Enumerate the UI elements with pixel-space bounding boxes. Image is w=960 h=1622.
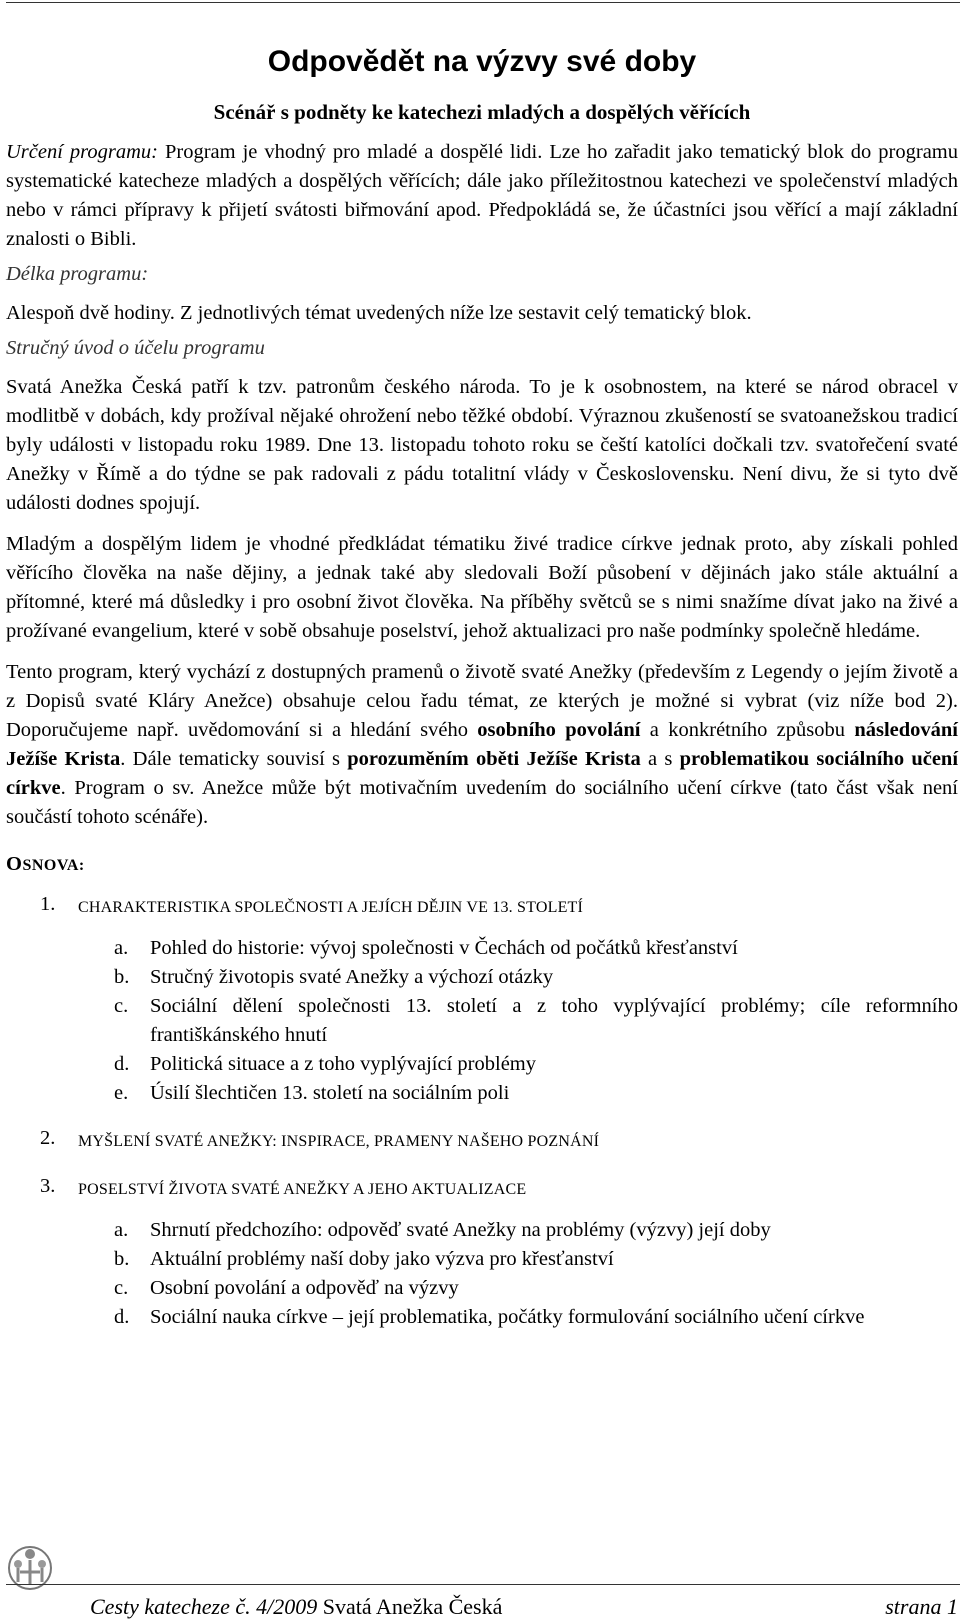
uvod-label: Stručný úvod o účelu programu xyxy=(6,337,265,359)
list-item xyxy=(114,963,958,992)
list-letter: c. xyxy=(114,1277,129,1299)
osnova-heading-first: O xyxy=(6,853,23,875)
list-item xyxy=(114,992,958,1050)
list-letter: e. xyxy=(114,1082,129,1104)
list-text: Pohled do historie: vývoj společnosti v Čechách od počátků křesťanství xyxy=(150,937,738,959)
outline-item-1 xyxy=(6,890,958,922)
outline-item-number: 3. xyxy=(40,1175,56,1197)
list-letter: d. xyxy=(114,1306,130,1328)
document-page xyxy=(6,0,958,1622)
document-body xyxy=(6,138,958,1332)
p3-bold-3: porozuměním oběti Ježíše Krista xyxy=(347,748,641,770)
outline-sublist-1 xyxy=(114,934,958,1108)
cesty-katecheze-logo-icon xyxy=(6,1538,54,1602)
list-text: Aktuální problémy naší doby jako výzva pro křesťanství xyxy=(150,1248,614,1270)
urceni-paragraph xyxy=(6,138,958,254)
list-text: Úsilí šlechtičen 13. století na sociálním poli xyxy=(150,1082,510,1104)
outline-item-3 xyxy=(6,1172,958,1204)
osnova-heading xyxy=(6,850,958,880)
list-letter: d. xyxy=(114,1053,130,1075)
list-letter: a. xyxy=(114,1219,129,1241)
p3-bold-4: problematikou sociálního učení církve xyxy=(6,748,959,799)
paragraph-3 xyxy=(6,658,958,832)
delka-text: Alespoň dvě hodiny. Z jednotlivých témat uvedených níže lze sestavit celý tematický blok. xyxy=(6,302,752,324)
list-item xyxy=(114,1050,958,1079)
outline-item-number: 1. xyxy=(40,893,56,915)
p3-bold-1: osobního povolání xyxy=(477,719,641,741)
uvod-paragraph: Svatá Anežka Česká patří k tzv. patronům českého národa. To je k osobnostem, na které se národ obracel v modlitbě v dobách, kdy prožíval nějaké ohrožení nebo těžké období. Výraznou zkušeností se svatoanežskou tradicí byly události v listopadu roku 1989. Dne 13. listopadu tohoto roku se čeští katolíci dočkali tzv. svatořečení svaté Anežky v Římě a do týdne se pak radovali z pádu totalitní vlády v Československu. Není divu, že si tyto dvě události dodnes spojují. xyxy=(6,376,958,514)
list-text: Sociální dělení společnosti 13. století a z toho vyplývající problémy; cíle reformního františkánského hnutí xyxy=(150,995,958,1046)
list-text: Sociální nauka církve – její problematika, počátky formulování sociálního učení církve xyxy=(150,1306,865,1328)
urceni-text: Program je vhodný pro mladé a dospělé lidi. Lze ho zařadit jako tematický blok do programu systematické katecheze mladých a dospělých věřících; dále jako příležitostnou katechezi ve společenství mladých nebo v rámci přípravy k přijetí svátosti biřmování apod. Předpokládá se, že účastníci jsou věřící a mají základní znalosti o Bibli. xyxy=(6,141,958,250)
p3-bold-2: následování Ježíše Krista xyxy=(6,719,958,770)
p3-text-c: a konkrétního způsobu xyxy=(640,719,855,741)
footer-topic: Svatá Anežka Česká xyxy=(317,1594,503,1619)
list-text: Osobní povolání a odpověď na výzvy xyxy=(150,1277,459,1299)
list-text: Politická situace a z toho vyplývající problémy xyxy=(150,1053,536,1075)
outline-sublist-3 xyxy=(114,1216,958,1332)
p3-text-d: . Dále tematicky souvisí s xyxy=(120,748,348,770)
outline-item-title: POSELSTVÍ ŽIVOTA SVATÉ ANEŽKY A JEHO AKTUALIZACE xyxy=(78,1181,527,1198)
list-letter: b. xyxy=(114,966,130,988)
footer-publication: Cesty katecheze č. 4/2009 xyxy=(90,1594,318,1619)
list-item xyxy=(114,1303,958,1332)
page-footer xyxy=(90,1594,958,1620)
delka-label: Délka programu: xyxy=(6,263,149,285)
outline-item-title: CHARAKTERISTIKA SPOLEČNOSTI A JEJÍCH DĚJIN VE 13. STOLETÍ xyxy=(78,899,584,916)
list-item xyxy=(114,1216,958,1245)
footer-left xyxy=(90,1594,502,1620)
footer-page-number: strana 1 xyxy=(885,1594,958,1619)
urceni-label: Určení programu: xyxy=(6,141,158,163)
outline-item-title: MYŠLENÍ SVATÉ ANEŽKY: INSPIRACE, PRAMENY NAŠEHO POZNÁNÍ xyxy=(78,1133,600,1150)
document-subtitle: Scénář s podněty ke katechezi mladých a dospělých věřících xyxy=(213,100,751,124)
list-item xyxy=(114,1274,958,1303)
list-letter: c. xyxy=(114,995,129,1017)
p3-text-a: Tento program, který vychází z dostupných pramenů o životě svaté Anežky (především z Legendy o jejím životě a z Dopisů svaté Kláry Anežce) obsahuje celou řadu témat, ze kterých je možné si vybrat (viz níže bod 2). Doporučujeme např. uvědomování si a hledání svého xyxy=(6,661,958,741)
list-text: Stručný životopis svaté Anežky a výchozí otázky xyxy=(150,966,554,988)
osnova-heading-rest: SNOVA: xyxy=(22,857,85,874)
list-item xyxy=(114,1079,958,1108)
outline-item-2 xyxy=(6,1124,958,1156)
list-letter: a. xyxy=(114,937,129,959)
document-title: Odpovědět na výzvy své doby xyxy=(267,45,697,78)
p3-text-f: . Program o sv. Anežce může být motivačním uvedením do sociálního učení církve (tato část však není součástí tohoto scénáře). xyxy=(6,777,958,828)
footer-rule xyxy=(6,1584,960,1585)
paragraph-2: Mladým a dospělým lidem je vhodné předkládat tématiku živé tradice církve jednak proto, aby získali pohled věřícího člověka na naše dějiny, a jednak také aby sledovali Boží působení v dějinách jako stále aktuální a přítomné, které má důsledky i pro osobní život člověka. Na příběhy světců se s nimi snažíme dívat jako na živé a prožívané evangelium, které v sobě obsahuje poselství, jehož aktualizaci pro naše podmínky společně hledáme. xyxy=(6,533,958,642)
top-rule xyxy=(6,2,960,3)
p3-text-e: a s xyxy=(640,748,680,770)
list-item xyxy=(114,1245,958,1274)
list-letter: b. xyxy=(114,1248,130,1270)
list-item xyxy=(114,934,958,963)
outline-item-number: 2. xyxy=(40,1127,56,1149)
list-text: Shrnutí předchozího: odpověď svaté Anežky na problémy (výzvy) její doby xyxy=(150,1219,771,1241)
